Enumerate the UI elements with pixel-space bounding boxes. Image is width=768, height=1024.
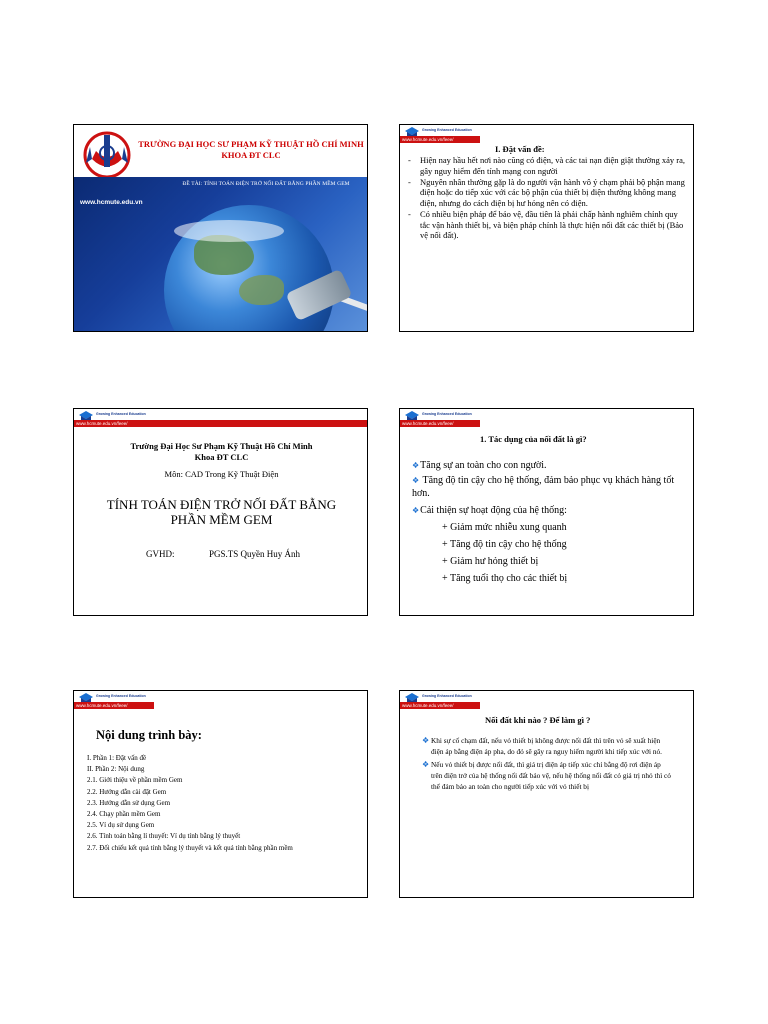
list-item: ❖ Nếu vỏ thiết bị được nối đất, thì giá trị điện áp tiếp xúc chỉ bằng độ rơi điện áp trên điện trở của hệ thống nối đất bảo vệ, nếu hệ thống nối đất có giá trị nhỏ thì có thể đảm bảo an toàn cho người tiếp xúc với vỏ thiết bị: [422, 759, 671, 792]
cover-school-line1: TRƯỜNG ĐẠI HỌC SƯ PHẠM KỸ THUẬT HỒ CHÍ MINH: [138, 139, 364, 149]
list-subitem: + Tăng tuổi thọ cho các thiết bị: [442, 573, 568, 584]
diamond-bullet-icon: ❖: [412, 476, 420, 485]
header-url: www.hcmute.edu.vn/feee/: [76, 703, 128, 708]
cover-school-line2: KHOA ĐT CLC: [221, 150, 281, 160]
list-subitem: + Giảm mức nhiễu xung quanh: [442, 522, 567, 533]
slide-header: [74, 409, 367, 431]
bullet-list: [422, 735, 672, 792]
list-subitem: + Giảm hư hỏng thiết bị: [442, 556, 539, 567]
slide-when-to-ground: [399, 690, 694, 898]
header-tagline: Growing Enhanced Education: [422, 128, 472, 132]
header-url: www.hcmute.edu.vn/feee/: [76, 421, 128, 426]
list-subitem: + Tăng độ tin cậy cho hệ thống: [442, 539, 567, 550]
globe-cloud: [174, 220, 284, 242]
presentation-title: [84, 497, 359, 527]
slide-header: [400, 691, 693, 713]
list-item: 2.4. Chạy phần mềm Gem: [87, 810, 161, 819]
globe-land: [239, 275, 284, 305]
presentation-title-line1: TÍNH TOÁN ĐIỆN TRỞ NỐI ĐẤT BẰNG: [106, 497, 337, 512]
list-item: ❖ Tăng độ tin cậy cho hệ thống, đảm bảo phục vụ khách hàng tốt hơn.: [412, 475, 675, 499]
list-item: I. Phần 1: Đặt vấn đề: [87, 754, 147, 762]
bullet-list: [412, 457, 692, 587]
advisor-label: GVHD:: [146, 549, 175, 559]
list-item: 2.6. Tính toán bằng lí thuyết: Ví dụ tính bằng lý thuyết: [87, 832, 241, 841]
bullet-list: [408, 155, 688, 241]
course-name: Môn: CAD Trong Kỹ Thuật Điện: [164, 469, 279, 479]
header-url: www.hcmute.edu.vn/feee/: [402, 137, 454, 142]
header-tagline: Growing Enhanced Education: [422, 412, 472, 416]
slide-title: Nối đất khi nào ? Để làm gì ?: [485, 715, 591, 725]
list-item: ❖ Khi sự cố chạm đất, nếu vỏ thiết bị không được nối đất thì trên vỏ sẽ xuất hiện điện áp bằng điện áp pha, do đó sẽ gây ra nguy hiểm người khi tiếp xúc với nó.: [422, 736, 662, 757]
school-name: [84, 441, 359, 463]
list-item: - Hiện nay hầu hết nơi nào cũng có điện, và các tai nạn điện giật thường xảy ra, gây nguy hiểm đến tính mạng con người: [408, 155, 685, 176]
header-tagline: Growing Enhanced Education: [96, 412, 146, 416]
slide-header: [74, 691, 367, 713]
header-tagline: Growing Enhanced Education: [96, 694, 146, 698]
toc-list: [87, 753, 365, 853]
header-url: www.hcmute.edu.vn/feee/: [402, 703, 454, 708]
cover-school-name: [136, 139, 366, 161]
list-item: - Nguyên nhân thường gặp là do người vận hành vô ý chạm phải bộ phận mang điện hoặc do tiếp xúc với các bộ phận của thiết bị điện thường không mang điện, nhưng do cách điện bị hư hỏng nên có điện.: [408, 176, 685, 208]
diamond-bullet-icon: ❖: [422, 736, 430, 745]
list-item: 2.7. Đối chiếu kết quả tính bằng lý thuyết và kết quả tính bằng phần mềm: [87, 843, 293, 852]
slide-title-cover: [73, 124, 368, 332]
diamond-bullet-icon: ❖: [412, 461, 420, 470]
list-item: - Có nhiều biện pháp để bảo vệ, đầu tiên là phải chấp hành nghiêm chỉnh quy tắc vận hành thiết bị, và biện pháp chính là thực hiện nối đất các thiết bị (Bảo vệ nối đất).: [408, 208, 684, 241]
diamond-bullet-icon: ❖: [422, 759, 430, 769]
slide-title: Nội dung trình bày:: [96, 728, 202, 742]
list-item: 2.3. Hướng dẫn sử dụng Gem: [87, 798, 171, 807]
slide-table-of-contents: [73, 690, 368, 898]
slide-course-info: [73, 408, 368, 616]
school-line1: Trường Đại Học Sư Phạm Kỹ Thuật Hồ Chí Minh: [130, 441, 313, 451]
cover-url: www.hcmute.edu.vn: [80, 199, 143, 206]
slide-header: [400, 125, 693, 147]
list-item: ❖Cải thiện sự hoạt động của hệ thống:: [412, 505, 567, 516]
list-item: ❖Tăng sự an toàn cho con người.: [412, 460, 547, 471]
slide-problem-statement: [399, 124, 694, 332]
diamond-bullet-icon: ❖: [412, 506, 420, 515]
header-url: www.hcmute.edu.vn/feee/: [402, 421, 454, 426]
slide-header: [400, 409, 693, 431]
header-tagline: Growing Enhanced Education: [422, 694, 472, 698]
list-item: 2.1. Giới thiệu về phần mềm Gem: [87, 776, 183, 785]
list-item: II. Phần 2: Nội dung: [87, 765, 145, 774]
slide-title: I. Đặt vấn đề:: [495, 144, 545, 154]
cover-topic: ĐỀ TÀI: TÍNH TOÁN ĐIỆN TRỞ NỐI ĐẤT BẰNG PHẦN MỀM GEM: [182, 181, 350, 187]
list-item: 2.2. Hướng dẫn cài đặt Gem: [87, 787, 167, 796]
presentation-title-line2: PHẦN MỀM GEM: [170, 512, 273, 527]
slide-grounding-purpose: [399, 408, 694, 616]
slide-title: 1. Tác dụng của nối đất là gì?: [480, 434, 587, 444]
list-item: 2.5. Ví dụ sử dụng Gem: [87, 821, 155, 830]
school-line2: Khoa ĐT CLC: [194, 452, 249, 462]
advisor-name: PGS.TS Quyền Huy Ánh: [209, 549, 301, 559]
